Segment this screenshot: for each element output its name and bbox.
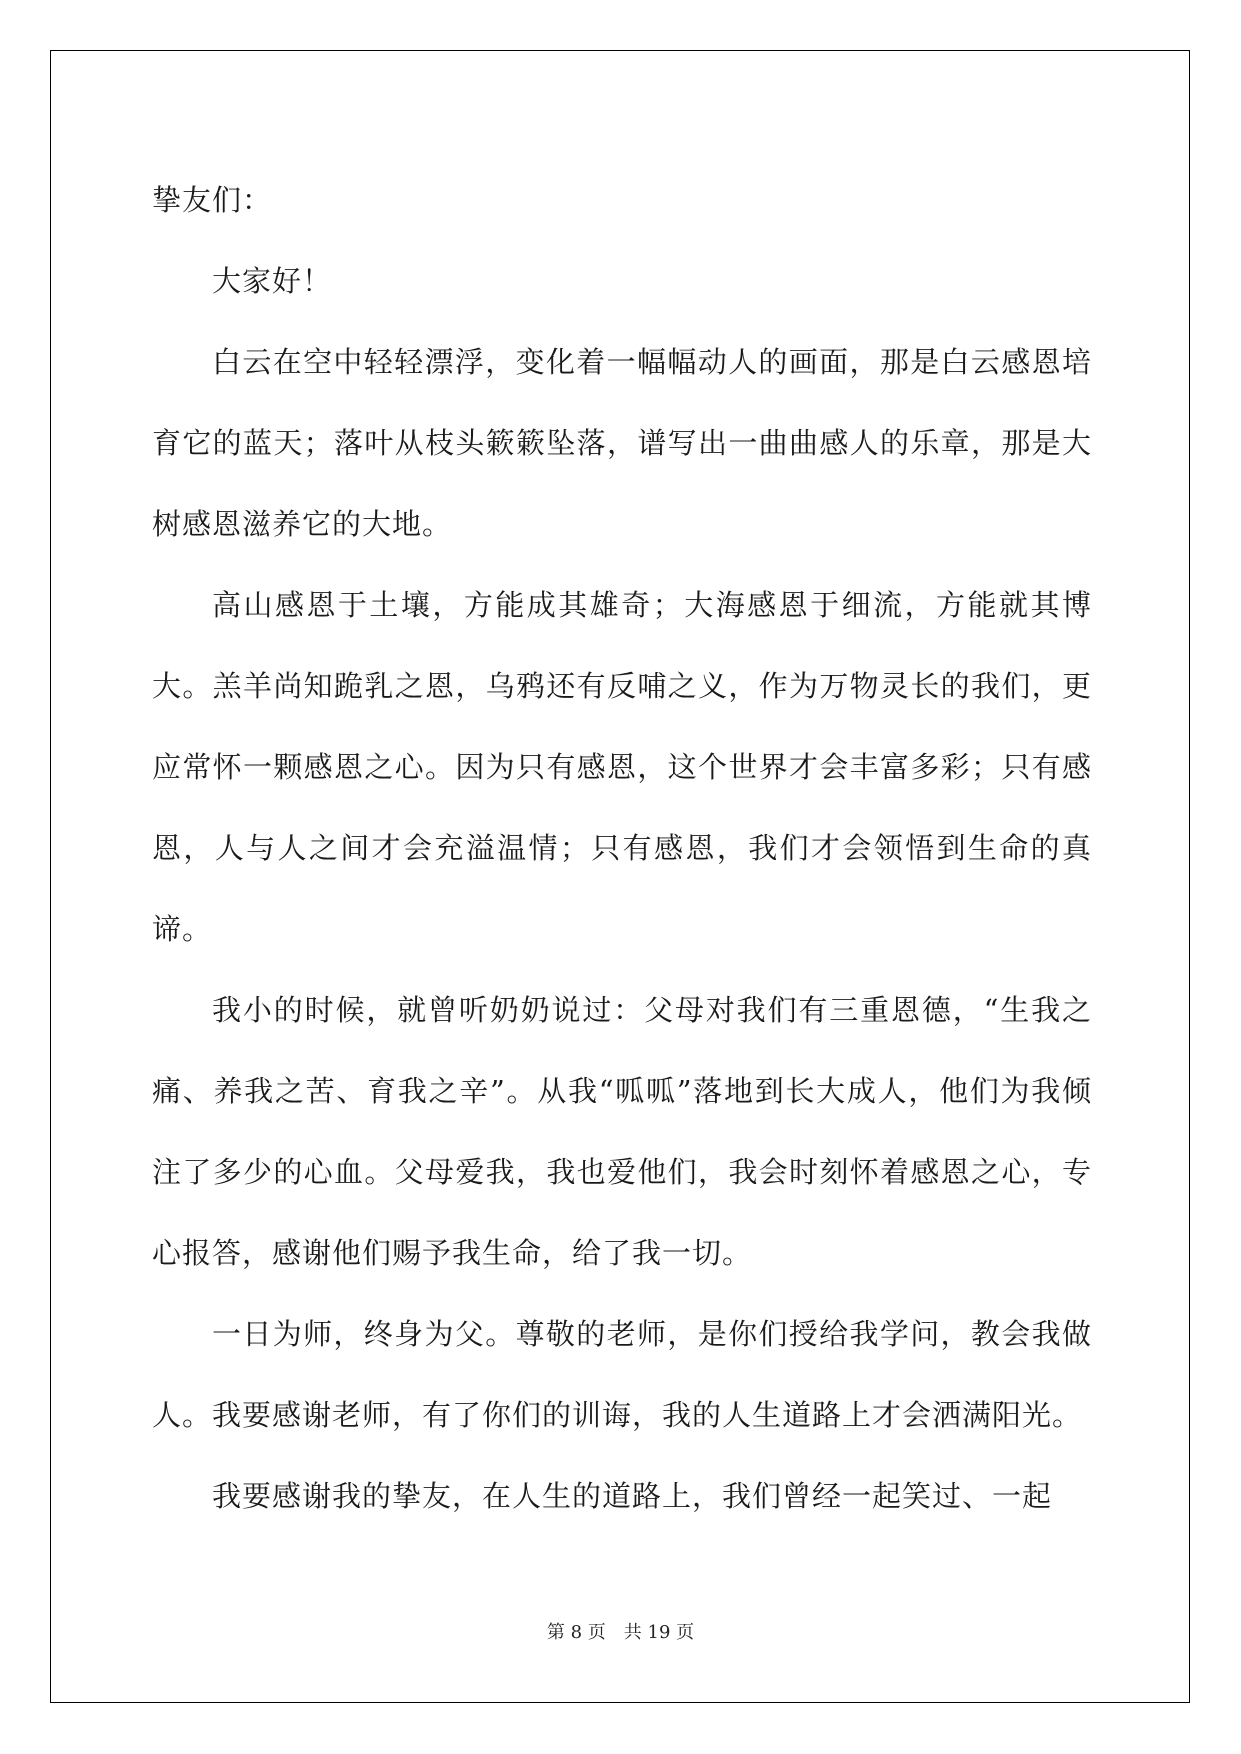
paragraph-parents: 我小的时候，就曾听奶奶说过：父母对我们有三重恩德，“生我之痛、养我之苦、育我之辛”。从我“呱呱”落地到长大成人，他们为我倾注了多少的心血。父母爱我，我也爱他们，我会时刻怀着感恩之心，专心报答，感谢他们赐予我生命，给了我一切。 [152, 993, 1092, 1270]
paragraph-clouds: 白云在空中轻轻漂浮，变化着一幅幅动人的画面，那是白云感恩培育它的蓝天；落叶从枝头簌簌坠落，谱写出一曲曲感人的乐章，那是大树感恩滋养它的大地。 [152, 345, 1092, 541]
paragraph-gratitude: 高山感恩于土壤，方能成其雄奇；大海感恩于细流，方能就其博大。羔羊尚知跪乳之恩，乌鸦还有反哺之义，作为万物灵长的我们，更应常怀一颗感恩之心。因为只有感恩，这个世界才会丰富多彩；只有感恩，人与人之间才会充溢温情；只有感恩，我们才会领悟到生命的真谛。 [152, 588, 1092, 946]
document-body [152, 160, 1092, 1537]
salutation: 挚友们： [152, 183, 273, 217]
paragraph-teachers: 一日为师，终身为父。尊敬的老师，是你们授给我学问，教会我做人。我要感谢老师，有了你们的训诲，我的人生道路上才会洒满阳光。 [152, 1317, 1092, 1432]
greeting-line: 大家好！ [212, 264, 333, 298]
page-number-footer: 第 8 页 共 19 页 [546, 1622, 695, 1643]
paragraph-friends: 我要感谢我的挚友，在人生的道路上，我们曾经一起笑过、一起 [212, 1479, 1053, 1513]
